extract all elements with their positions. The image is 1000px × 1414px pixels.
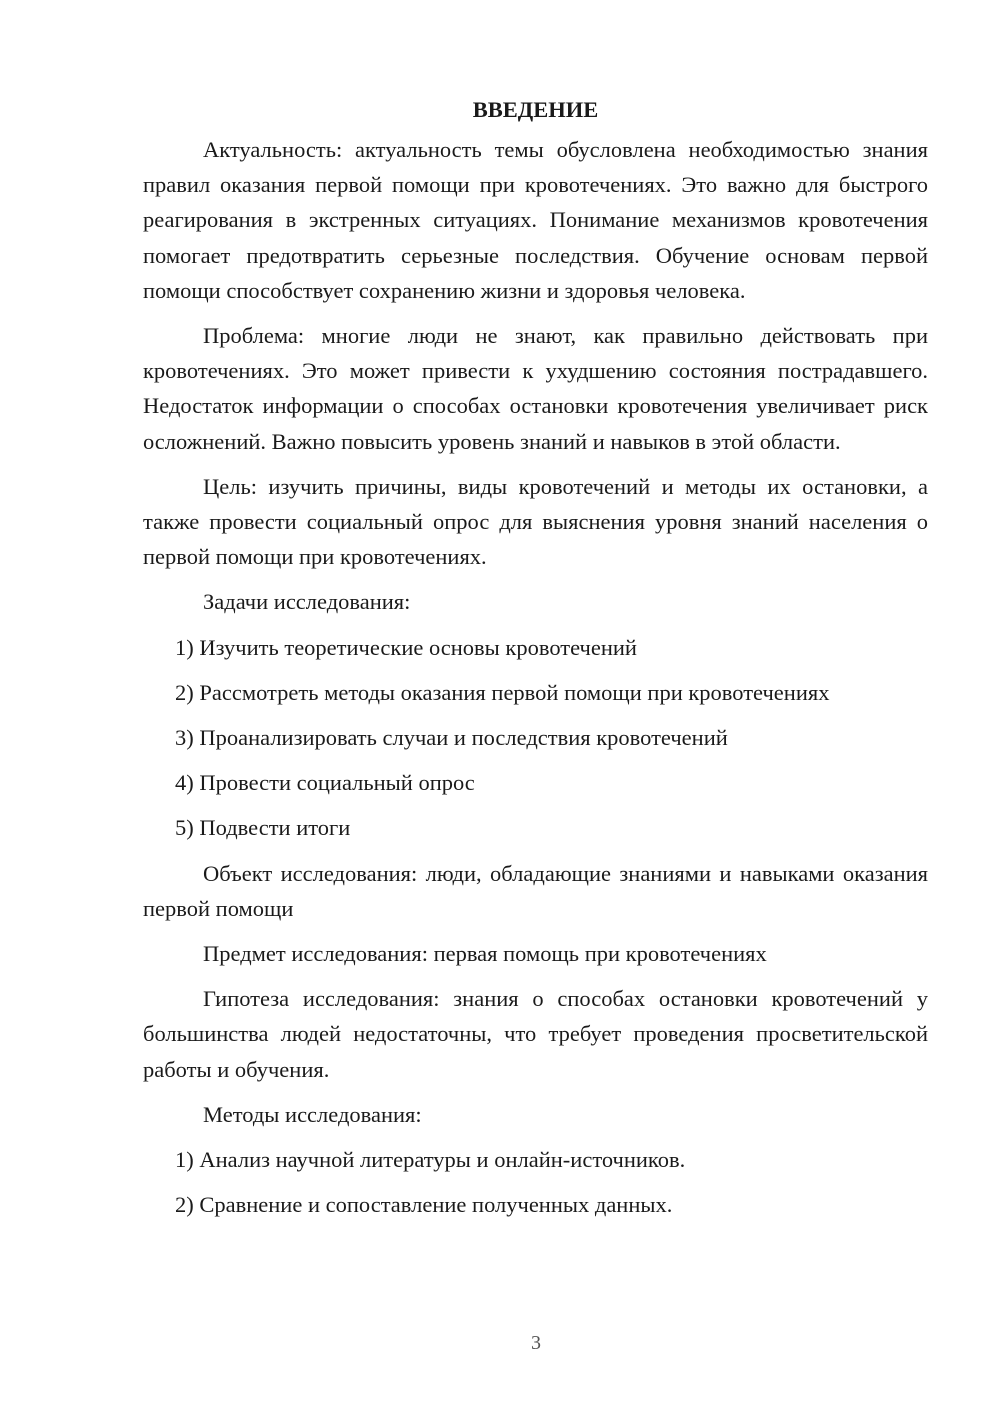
paragraph-subject: Предмет исследования: первая помощь при кровотечениях	[203, 941, 767, 967]
method-item: 1) Анализ научной литературы и онлайн-источников.	[175, 1147, 686, 1173]
paragraph-goal: Цель: изучить причины, виды кровотечений и методы их остановки, а также провести социальный опрос для выяснения уровня знаний населения о первой помощи при кровотечениях.	[143, 473, 928, 570]
methods-heading: Методы исследования:	[203, 1101, 422, 1127]
method-item: 2) Сравнение и сопоставление полученных данных.	[175, 1192, 673, 1218]
page-number: 3	[531, 1332, 541, 1354]
paragraph-relevance: Актуальность: актуальность темы обусловлена необходимостью знания правил оказания первой помощи при кровотечениях. Это важно для быстрого реагирования в экстренных ситуациях. Понимание механизмов кровотечения помогает предотвратить серьезные последствия. Обучение основам первой помощи способствует сохранению жизни и здоровья человека.	[143, 137, 928, 303]
tasks-heading: Задачи исследования:	[203, 589, 411, 615]
task-item: 1) Изучить теоретические основы кровотечений	[175, 634, 637, 660]
task-item: 2) Рассмотреть методы оказания первой помощи при кровотечениях	[175, 679, 830, 705]
paragraph-hypothesis: Гипотеза исследования: знания о способах остановки кровотечений у большинства людей недостаточны, что требует проведения просветительской работы и обучения.	[143, 986, 928, 1082]
task-item: 5) Подвести итоги	[175, 815, 351, 841]
task-item: 3) Проанализировать случаи и последствия кровотечений	[175, 725, 728, 751]
task-item: 4) Провести социальный опрос	[175, 770, 475, 796]
section-title: ВВЕДЕНИЕ	[472, 97, 599, 122]
paragraph-problem: Проблема: многие люди не знают, как правильно действовать при кровотечениях. Это может привести к ухудшению состояния пострадавшего. Недостаток информации о способах остановки кровотечения увеличивает риск осложнений. Важно повысить уровень знаний и навыков в этой области.	[143, 323, 928, 454]
paragraph-object: Объект исследования: люди, обладающие знаниями и навыками оказания первой помощи	[143, 860, 928, 921]
page-content	[143, 92, 928, 1232]
